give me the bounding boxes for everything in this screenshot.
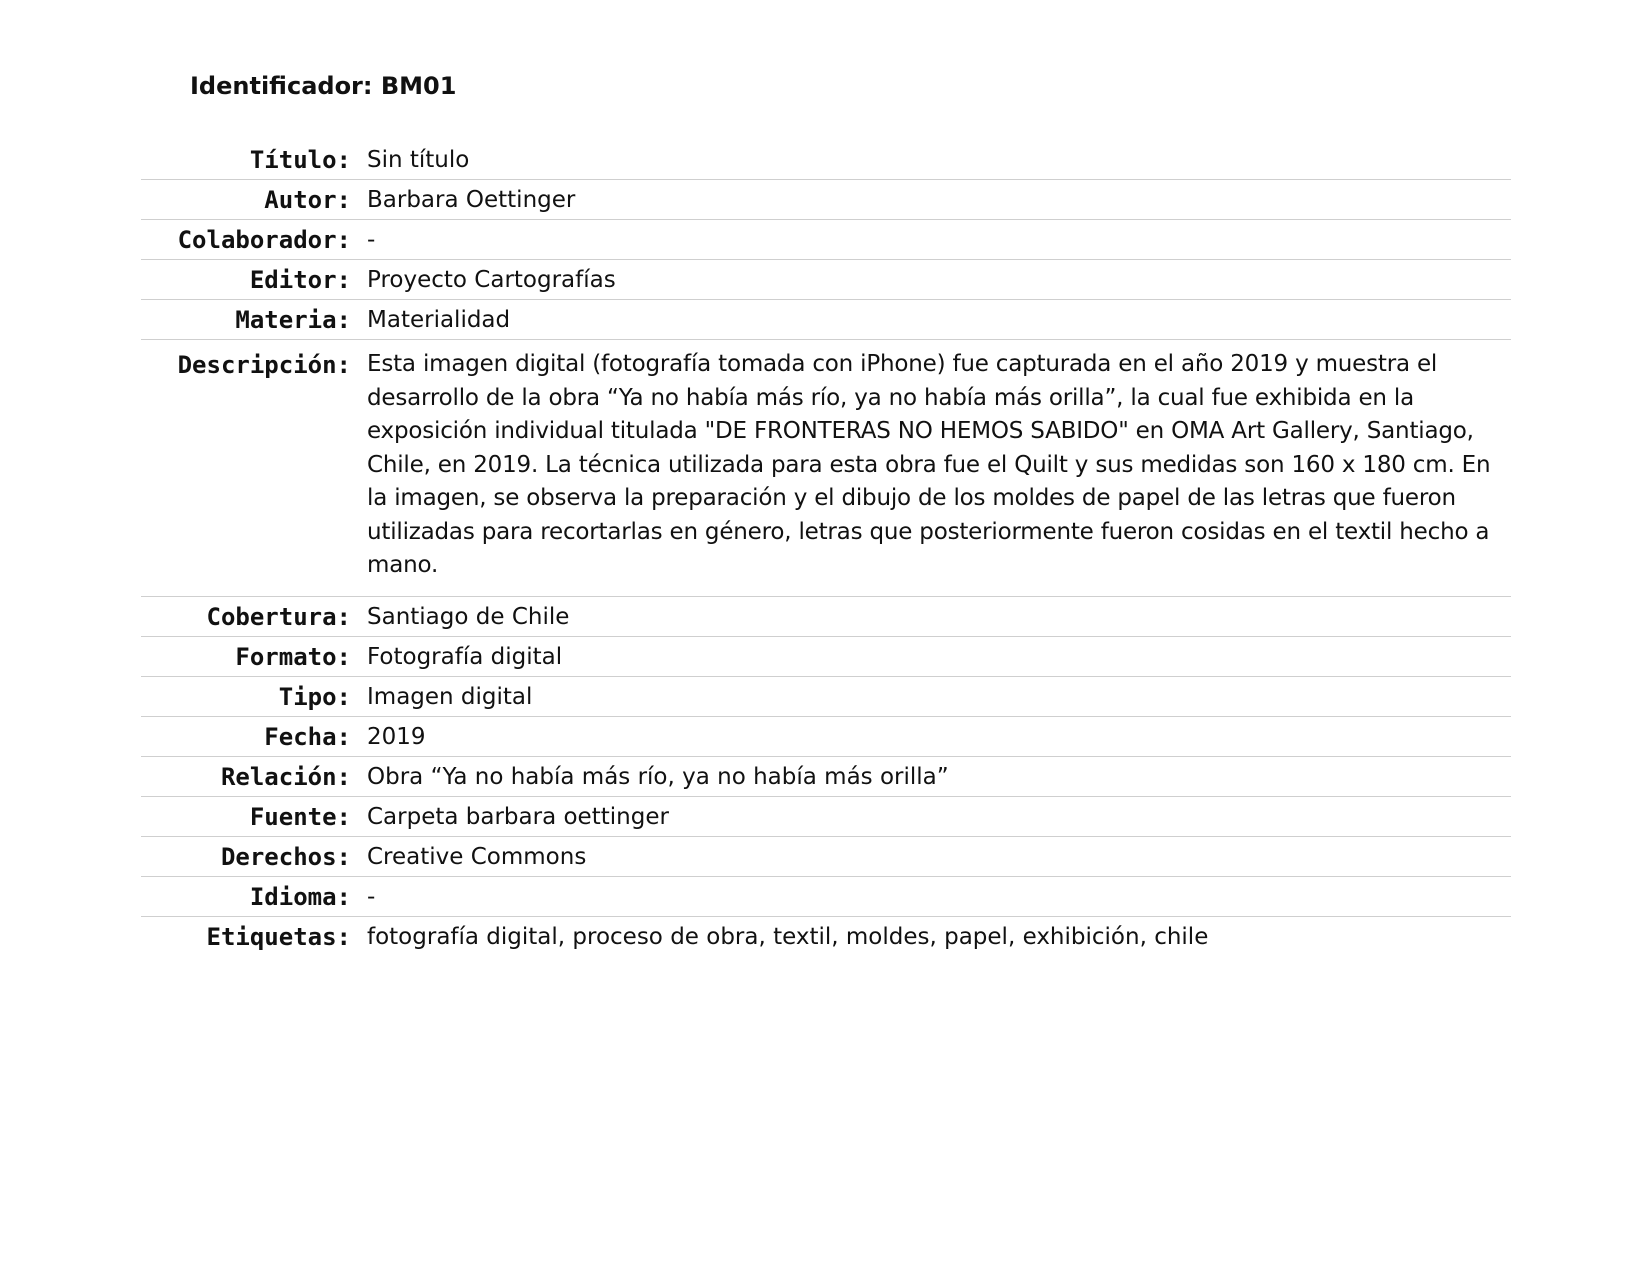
field-row-titulo: [141, 140, 1511, 180]
field-value: Proyecto Cartografías: [351, 260, 1511, 300]
field-label: Derechos:: [141, 836, 351, 876]
field-label: Editor:: [141, 260, 351, 300]
field-value: fotografía digital, proceso de obra, textil, moldes, papel, exhibición, chile: [367, 923, 1209, 950]
field-row-relacion: [141, 756, 1511, 796]
field-row-formato: [141, 636, 1511, 676]
field-label: Idioma:: [141, 876, 351, 916]
field-row-fecha: [141, 716, 1511, 756]
field-label: Etiquetas:: [206, 922, 351, 951]
field-row-idioma: [141, 876, 1511, 916]
field-value: 2019: [351, 716, 1511, 756]
field-label: Tipo:: [141, 676, 351, 716]
field-label: Fuente:: [141, 796, 351, 836]
field-label: Materia:: [141, 300, 351, 340]
field-value: Obra “Ya no había más río, ya no había más orilla”: [351, 756, 1511, 796]
field-value: Imagen digital: [351, 676, 1511, 716]
field-row-descripcion: [141, 340, 1511, 597]
field-row-derechos: [141, 836, 1511, 876]
field-label: Título:: [141, 140, 351, 180]
field-value: Santiago de Chile: [351, 596, 1511, 636]
field-label: Cobertura:: [141, 596, 351, 636]
field-value: -: [351, 876, 1511, 916]
field-value: Esta imagen digital (fotografía tomada con iPhone) fue capturada en el año 2019 y muestra el desarrollo de la obra “Ya no había más río, ya no había más orilla”, la cual fue exhibida en la exposición individual titulada "DE FRONTERAS NO HEMOS SABIDO" en OMA Art Gallery, Santiago, Chile, en 2019. La técnica utilizada para esta obra fue el Quilt y sus medidas son 160 x 180 cm. En la imagen, se observa la preparación y el dibujo de los moldes de papel de las letras que fueron utilizadas para recortarlas en género, letras que posteriormente fueron cosidas en el textil hecho a mano.: [351, 340, 1511, 597]
field-value: Barbara Oettinger: [351, 180, 1511, 220]
field-label: Formato:: [141, 636, 351, 676]
field-row-editor: [141, 260, 1511, 300]
field-value: Sin título: [351, 140, 1511, 180]
field-row-autor: [141, 180, 1511, 220]
field-row-fuente: [141, 796, 1511, 836]
field-value: Creative Commons: [351, 836, 1511, 876]
field-row-colaborador: [141, 220, 1511, 260]
field-row-materia: [141, 300, 1511, 340]
field-label: Autor:: [141, 180, 351, 220]
metadata-table: [141, 140, 1511, 956]
field-value: Fotografía digital: [351, 636, 1511, 676]
field-label: Fecha:: [141, 716, 351, 756]
field-value: Materialidad: [351, 300, 1511, 340]
field-label: Colaborador:: [141, 220, 351, 260]
field-value: -: [351, 220, 1511, 260]
field-label: Relación:: [141, 756, 351, 796]
field-row-etiquetas: [141, 916, 1511, 956]
identifier-heading: Identificador: BM01: [190, 72, 457, 100]
field-row-cobertura: [141, 596, 1511, 636]
field-value: Carpeta barbara oettinger: [351, 796, 1511, 836]
field-row-tipo: [141, 676, 1511, 716]
field-label: Descripción:: [141, 340, 351, 597]
